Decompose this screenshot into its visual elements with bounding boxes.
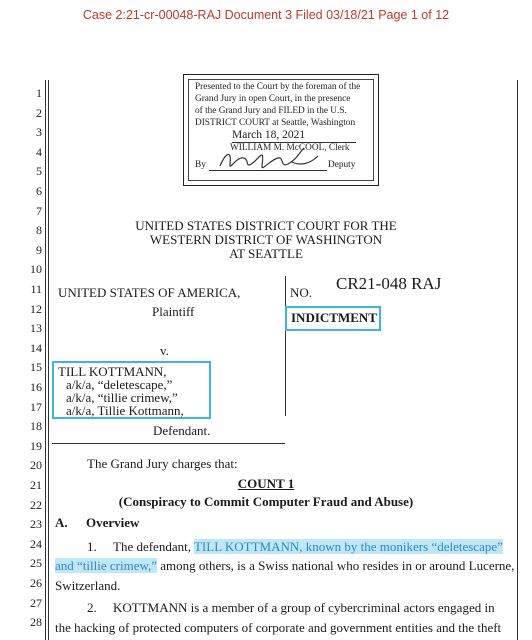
- line-number: 23: [30, 517, 42, 532]
- stamp-line-1: Presented to the Court by the foreman of the: [195, 82, 361, 92]
- paragraph-2-line-1: [87, 600, 495, 616]
- line-number: 1: [36, 86, 42, 100]
- defendant-role: Defendant.: [153, 423, 211, 438]
- monikers-highlight: and “tillie crimew,”: [55, 558, 158, 573]
- line-number: 19: [30, 438, 42, 453]
- case-number-label: NO.: [290, 285, 313, 300]
- defendant-line-2: a/k/a, “deletescape,”: [66, 377, 173, 392]
- line-number: 10: [30, 262, 42, 277]
- document-type: INDICTMENT: [291, 310, 377, 325]
- plaintiff-name: UNITED STATES OF AMERICA,: [58, 285, 241, 300]
- stamp-line-3: of the Grand Jury and FILED in the U.S.: [195, 106, 347, 116]
- paragraph-1-rest: among others, is a Swiss national who resides in or around Lucerne,: [157, 558, 515, 573]
- line-number: 24: [30, 536, 42, 551]
- line-number: 28: [30, 615, 42, 630]
- left-margin-rule: [45, 80, 46, 640]
- line-number: 15: [30, 360, 42, 375]
- line-number: 11: [30, 282, 42, 296]
- defendant-line-3: a/k/a, “tillie crimew,”: [66, 390, 178, 405]
- plaintiff-role: Plaintiff: [152, 304, 195, 319]
- defendant-name-highlight: TILL KOTTMANN, known by the monikers “deletescape”: [193, 539, 503, 554]
- paragraph-1-line-2: [55, 558, 514, 574]
- line-number: 14: [30, 340, 42, 355]
- case-number: CR21-048 RAJ: [336, 274, 442, 293]
- stamp-deputy: Deputy: [328, 160, 356, 170]
- paragraph-1-line-1: [87, 539, 503, 555]
- paragraph-2-number: 2.: [87, 600, 97, 615]
- deputy-signature: [214, 144, 324, 176]
- left-margin-rule-inner: [48, 80, 49, 640]
- section-letter: A.: [55, 515, 68, 530]
- defendant-line-1: TILL KOTTMANN,: [58, 364, 167, 379]
- line-number: 16: [30, 380, 42, 394]
- case-header: Case 2:21-cr-00048-RAJ Document 3 Filed 03/18/21 Page 1 of 12: [82, 8, 450, 22]
- court-title-line-1: UNITED STATES DISTRICT COURT FOR THE: [135, 218, 397, 233]
- line-number: 2: [36, 105, 42, 120]
- line-number: 3: [36, 125, 42, 140]
- line-number: 20: [30, 458, 42, 473]
- line-number: 12: [30, 301, 42, 316]
- paragraph-2-text: KOTTMANN is a member of a group of cybercriminal actors engaged in: [113, 600, 495, 615]
- line-number: 6: [36, 184, 42, 198]
- line-number: 5: [36, 164, 42, 179]
- line-number: 9: [36, 242, 42, 257]
- paragraph-1-lead: The defendant,: [113, 539, 194, 554]
- court-title-line-3: AT SEATTLE: [229, 246, 303, 261]
- defendant-line-4: a/k/a, Tillie Kottmann,: [66, 403, 184, 418]
- line-number: 27: [30, 595, 42, 610]
- stamp-date: March 18, 2021: [232, 129, 306, 141]
- count-title: COUNT 1: [237, 476, 295, 491]
- caption-bottom-rule: [52, 443, 285, 444]
- paragraph-2-line-2: the hacking of protected computers of corporate and government entities and the theft: [55, 620, 502, 635]
- count-subtitle: (Conspiracy to Commit Computer Fraud and Abuse): [118, 494, 414, 509]
- stamp-line-2: Grand Jury in open Court, in the presence: [195, 94, 351, 104]
- line-number: 18: [30, 419, 42, 434]
- stamp-line-4: DISTRICT COURT at Seattle, Washington: [195, 118, 356, 128]
- line-number: 17: [30, 399, 42, 414]
- line-number: 21: [30, 478, 42, 492]
- line-number: 8: [36, 223, 42, 238]
- right-margin-rule: [517, 80, 518, 640]
- paragraph-1-number: 1.: [87, 539, 97, 554]
- line-number: 26: [30, 576, 42, 590]
- paragraph-1-line-3: Switzerland.: [55, 578, 121, 593]
- court-title-line-2: WESTERN DISTRICT OF WASHINGTON: [149, 232, 383, 247]
- stamp-clerk: WILLIAM M. McCOOL, Clerk: [230, 143, 350, 153]
- grand-jury-intro: The Grand Jury charges that:: [87, 456, 238, 471]
- line-number: 4: [36, 144, 42, 159]
- line-number: 7: [36, 203, 42, 218]
- caption-divider: [285, 276, 286, 416]
- section-title: Overview: [86, 515, 140, 530]
- line-number: 25: [30, 556, 42, 571]
- line-number: 13: [30, 321, 42, 336]
- versus: v.: [160, 343, 169, 358]
- line-number: 22: [30, 497, 42, 512]
- stamp-by: By: [195, 160, 206, 170]
